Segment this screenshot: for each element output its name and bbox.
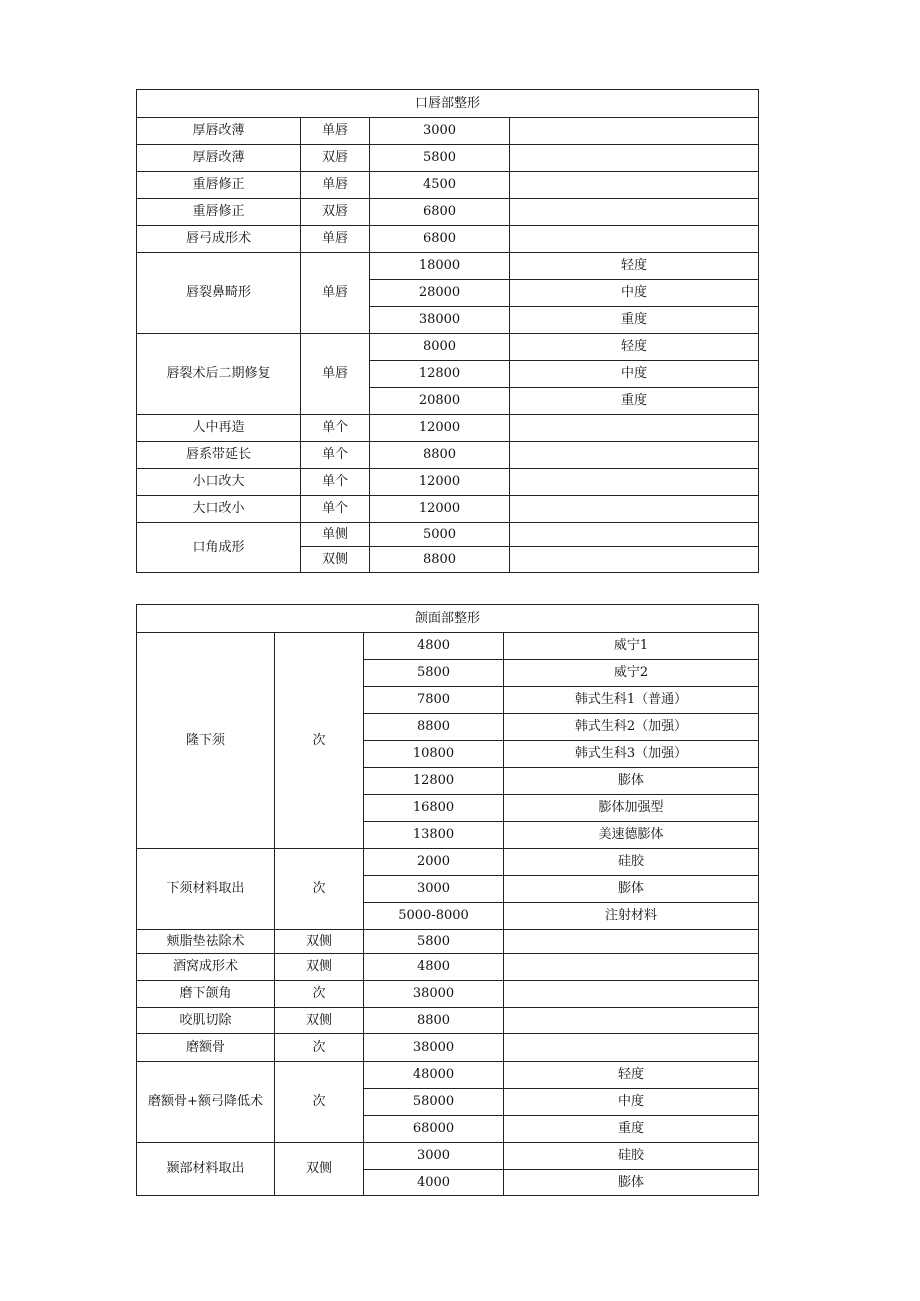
table-row bbox=[137, 981, 759, 1008]
item-price: 8800 bbox=[364, 1008, 504, 1034]
item-note bbox=[510, 145, 759, 172]
item-note: 韩式生科2（加强） bbox=[504, 714, 759, 741]
item-price: 28000 bbox=[370, 280, 510, 307]
item-unit: 单个 bbox=[301, 496, 370, 523]
table-row bbox=[137, 145, 759, 172]
item-name: 磨下颌角 bbox=[137, 981, 275, 1008]
item-unit: 单唇 bbox=[301, 226, 370, 253]
item-unit: 双侧 bbox=[275, 954, 364, 981]
table-row bbox=[137, 415, 759, 442]
item-price: 12800 bbox=[364, 768, 504, 795]
item-note bbox=[510, 523, 759, 547]
lip-surgery-price-table bbox=[136, 89, 759, 573]
item-name: 下须材料取出 bbox=[137, 849, 275, 930]
item-price: 16800 bbox=[364, 795, 504, 822]
item-unit: 双侧 bbox=[275, 930, 364, 954]
item-note bbox=[504, 930, 759, 954]
item-unit: 双唇 bbox=[301, 199, 370, 226]
item-unit: 单个 bbox=[301, 415, 370, 442]
item-note bbox=[504, 981, 759, 1008]
item-price: 6800 bbox=[370, 199, 510, 226]
table-row bbox=[137, 849, 759, 876]
table-row bbox=[137, 1062, 759, 1089]
item-note bbox=[504, 1034, 759, 1062]
item-note: 硅胶 bbox=[504, 1143, 759, 1170]
jaw-section-title: 颌面部整形 bbox=[137, 605, 759, 633]
item-price: 38000 bbox=[370, 307, 510, 334]
item-name: 小口改大 bbox=[137, 469, 301, 496]
item-price: 4000 bbox=[364, 1170, 504, 1196]
item-price: 4800 bbox=[364, 954, 504, 981]
jaw-surgery-price-table bbox=[136, 604, 759, 1196]
table-row bbox=[137, 172, 759, 199]
item-note bbox=[510, 172, 759, 199]
item-note: 硅胶 bbox=[504, 849, 759, 876]
item-name: 厚唇改薄 bbox=[137, 118, 301, 145]
lip-section-title: 口唇部整形 bbox=[137, 90, 759, 118]
table-row bbox=[137, 523, 759, 547]
item-unit: 双侧 bbox=[275, 1143, 364, 1196]
table-row bbox=[137, 334, 759, 361]
item-note: 轻度 bbox=[504, 1062, 759, 1089]
item-note: 膨体 bbox=[504, 768, 759, 795]
item-unit: 单唇 bbox=[301, 334, 370, 415]
item-note: 膨体 bbox=[504, 1170, 759, 1196]
item-note bbox=[510, 199, 759, 226]
item-name: 大口改小 bbox=[137, 496, 301, 523]
item-note: 重度 bbox=[504, 1116, 759, 1143]
table-row bbox=[137, 496, 759, 523]
item-unit: 次 bbox=[275, 1034, 364, 1062]
item-note bbox=[510, 469, 759, 496]
item-name: 口角成形 bbox=[137, 523, 301, 573]
item-note bbox=[510, 496, 759, 523]
item-note bbox=[510, 442, 759, 469]
item-note: 膨体 bbox=[504, 876, 759, 903]
item-note: 中度 bbox=[504, 1089, 759, 1116]
item-price: 3000 bbox=[364, 1143, 504, 1170]
item-price: 68000 bbox=[364, 1116, 504, 1143]
item-note: 膨体加强型 bbox=[504, 795, 759, 822]
item-note: 美速德膨体 bbox=[504, 822, 759, 849]
item-price: 4500 bbox=[370, 172, 510, 199]
item-name: 唇系带延长 bbox=[137, 442, 301, 469]
item-unit: 次 bbox=[275, 633, 364, 849]
item-name: 颊脂垫祛除术 bbox=[137, 930, 275, 954]
item-note: 轻度 bbox=[510, 253, 759, 280]
item-price: 8000 bbox=[370, 334, 510, 361]
item-note bbox=[504, 954, 759, 981]
item-unit: 双侧 bbox=[301, 547, 370, 573]
item-price: 5000-8000 bbox=[364, 903, 504, 930]
item-unit: 次 bbox=[275, 981, 364, 1008]
item-price: 12000 bbox=[370, 469, 510, 496]
item-price: 4800 bbox=[364, 633, 504, 660]
item-note bbox=[510, 415, 759, 442]
item-unit: 单唇 bbox=[301, 118, 370, 145]
item-unit: 单个 bbox=[301, 469, 370, 496]
item-note: 注射材料 bbox=[504, 903, 759, 930]
item-price: 48000 bbox=[364, 1062, 504, 1089]
item-unit: 单唇 bbox=[301, 172, 370, 199]
item-name: 唇弓成形术 bbox=[137, 226, 301, 253]
table-row bbox=[137, 253, 759, 280]
table-row bbox=[137, 199, 759, 226]
item-note bbox=[504, 1008, 759, 1034]
item-note: 威宁2 bbox=[504, 660, 759, 687]
table-row bbox=[137, 442, 759, 469]
item-price: 7800 bbox=[364, 687, 504, 714]
item-price: 8800 bbox=[364, 714, 504, 741]
item-unit: 次 bbox=[275, 1062, 364, 1143]
item-note bbox=[510, 226, 759, 253]
item-name: 唇裂术后二期修复 bbox=[137, 334, 301, 415]
item-price: 5800 bbox=[364, 660, 504, 687]
item-note bbox=[510, 118, 759, 145]
table-row bbox=[137, 118, 759, 145]
item-note: 重度 bbox=[510, 307, 759, 334]
table-row bbox=[137, 954, 759, 981]
item-unit: 单侧 bbox=[301, 523, 370, 547]
item-price: 8800 bbox=[370, 442, 510, 469]
item-price: 12000 bbox=[370, 415, 510, 442]
item-note: 中度 bbox=[510, 280, 759, 307]
item-price: 5800 bbox=[364, 930, 504, 954]
item-price: 12800 bbox=[370, 361, 510, 388]
item-note bbox=[510, 547, 759, 573]
item-name: 磨额骨+额弓降低术 bbox=[137, 1062, 275, 1143]
item-price: 5800 bbox=[370, 145, 510, 172]
item-note: 重度 bbox=[510, 388, 759, 415]
item-price: 8800 bbox=[370, 547, 510, 573]
item-price: 13800 bbox=[364, 822, 504, 849]
item-price: 2000 bbox=[364, 849, 504, 876]
item-name: 颞部材料取出 bbox=[137, 1143, 275, 1196]
item-price: 10800 bbox=[364, 741, 504, 768]
item-note: 中度 bbox=[510, 361, 759, 388]
table-row bbox=[137, 1143, 759, 1170]
item-unit: 单个 bbox=[301, 442, 370, 469]
item-price: 3000 bbox=[364, 876, 504, 903]
item-note: 轻度 bbox=[510, 334, 759, 361]
item-price: 12000 bbox=[370, 496, 510, 523]
item-note: 韩式生科3（加强） bbox=[504, 741, 759, 768]
table-row bbox=[137, 633, 759, 660]
item-unit: 单唇 bbox=[301, 253, 370, 334]
item-price: 58000 bbox=[364, 1089, 504, 1116]
item-unit: 双侧 bbox=[275, 1008, 364, 1034]
item-unit: 双唇 bbox=[301, 145, 370, 172]
item-unit: 次 bbox=[275, 849, 364, 930]
item-price: 38000 bbox=[364, 1034, 504, 1062]
item-name: 人中再造 bbox=[137, 415, 301, 442]
item-price: 3000 bbox=[370, 118, 510, 145]
item-name: 酒窝成形术 bbox=[137, 954, 275, 981]
item-name: 重唇修正 bbox=[137, 199, 301, 226]
item-price: 18000 bbox=[370, 253, 510, 280]
table-row bbox=[137, 226, 759, 253]
item-price: 20800 bbox=[370, 388, 510, 415]
item-note: 威宁1 bbox=[504, 633, 759, 660]
item-price: 6800 bbox=[370, 226, 510, 253]
table-row bbox=[137, 1034, 759, 1062]
item-name: 隆下须 bbox=[137, 633, 275, 849]
item-note: 韩式生科1（普通） bbox=[504, 687, 759, 714]
table-row bbox=[137, 1008, 759, 1034]
item-name: 咬肌切除 bbox=[137, 1008, 275, 1034]
item-name: 磨额骨 bbox=[137, 1034, 275, 1062]
item-price: 38000 bbox=[364, 981, 504, 1008]
item-name: 唇裂鼻畸形 bbox=[137, 253, 301, 334]
table-row bbox=[137, 930, 759, 954]
item-name: 厚唇改薄 bbox=[137, 145, 301, 172]
item-name: 重唇修正 bbox=[137, 172, 301, 199]
table-row bbox=[137, 469, 759, 496]
item-price: 5000 bbox=[370, 523, 510, 547]
